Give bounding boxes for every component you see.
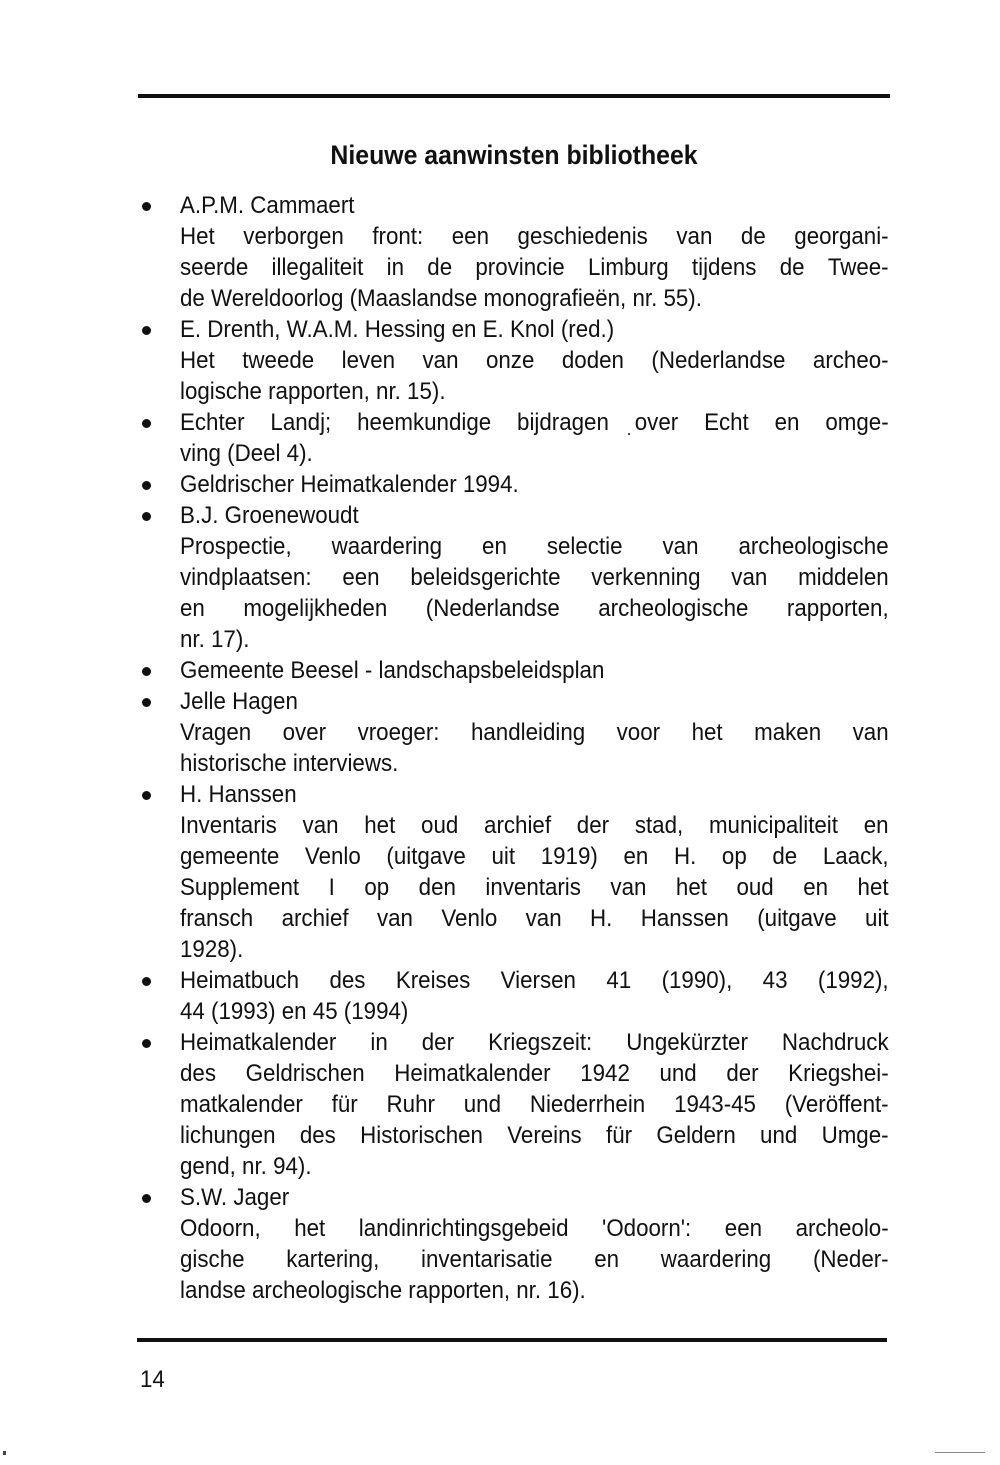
word: H. [673, 843, 697, 870]
entry-text-line: historische interviews. [180, 750, 399, 777]
bullet-icon [142, 791, 151, 800]
bullet-icon [142, 977, 151, 986]
word: Twee- [827, 254, 889, 281]
word: de [779, 254, 805, 281]
entry-text-line [180, 841, 889, 872]
word: lichungen [180, 1122, 276, 1149]
word: Echt [704, 409, 749, 436]
word: het [294, 1215, 326, 1242]
entry-text-line [180, 562, 889, 593]
word: verborgen [243, 223, 344, 250]
word: beleidsgerichte [410, 564, 561, 591]
entry-heading-line [180, 965, 889, 996]
word: der [421, 1029, 455, 1056]
bullet-icon [142, 419, 151, 428]
entry-heading-line: E. Drenth, W.A.M. Hessing en E. Knol (red.) [180, 316, 615, 343]
bullet-icon [142, 1194, 151, 1203]
word: op [721, 843, 747, 870]
word: een [342, 564, 380, 591]
word: provincie [475, 254, 565, 281]
entry-text-line [180, 1089, 889, 1120]
word: 43 [762, 967, 788, 994]
bullet-icon [142, 512, 151, 521]
word: een [451, 223, 489, 250]
word: in [386, 254, 404, 281]
word: 1919) [540, 843, 598, 870]
word: Laack, [822, 843, 889, 870]
entry-text-line [180, 345, 889, 376]
entry-text-line: logische rapporten, nr. 15). [180, 378, 446, 405]
word: maken [754, 719, 822, 746]
entry-heading-line: Jelle Hagen [180, 688, 298, 715]
word: archeo- [812, 347, 889, 374]
word: Landj; [270, 409, 332, 436]
entry-text-line [180, 531, 889, 562]
word: van [610, 874, 647, 901]
entry-text-line: de Wereldoorlog (Maaslandse monografieën, nr. 55). [180, 285, 702, 312]
word: municipaliteit [708, 812, 838, 839]
word: (Neder- [812, 1246, 889, 1273]
word: en [180, 595, 205, 622]
word: bijdragen [517, 409, 609, 436]
word: Echter [180, 409, 245, 436]
word: matkalender [180, 1091, 303, 1118]
list-item [138, 779, 888, 965]
word: en [863, 812, 889, 839]
word: van [302, 812, 339, 839]
entry-text-line [180, 593, 889, 624]
word: seerde [180, 254, 249, 281]
word: het [364, 812, 396, 839]
word: Het [180, 347, 215, 374]
word: für [605, 1122, 633, 1149]
word: verkenning [591, 564, 701, 591]
entry-heading-line: Geldrischer Heimatkalender 1994. [180, 471, 519, 498]
word: und [760, 1122, 798, 1149]
entry-heading-line: B.J. Groenewoudt [180, 502, 359, 529]
word: van [662, 533, 699, 560]
entry-text-line [180, 810, 889, 841]
word: Odoorn, [180, 1215, 261, 1242]
top-rule [138, 94, 890, 98]
word: tijdens [691, 254, 757, 281]
word: Venlo [441, 905, 498, 932]
word: (Veröffent- [784, 1091, 889, 1118]
list-item [138, 500, 888, 655]
entry-text-line [180, 252, 889, 283]
list-item [138, 655, 888, 686]
word: op [364, 874, 390, 901]
word: und [463, 1091, 502, 1118]
word: waardering [660, 1246, 772, 1273]
scan-speck [628, 433, 630, 435]
list-item [138, 965, 888, 1027]
page-number: 14 [140, 1366, 165, 1393]
word: fransch [180, 905, 254, 932]
word: stad, [634, 812, 684, 839]
word: in [370, 1029, 388, 1056]
word: handleiding [470, 719, 586, 746]
word: (Nederlandse [425, 595, 560, 622]
bullet-icon [142, 326, 151, 335]
word: oud [736, 874, 774, 901]
entry-text-line [180, 1213, 889, 1244]
word: doden [561, 347, 624, 374]
word: over [634, 409, 679, 436]
word: middelen [798, 564, 889, 591]
entry-text-line [180, 903, 889, 934]
word: waardering [331, 533, 443, 560]
word: gische [180, 1246, 245, 1273]
word: en [774, 409, 800, 436]
entry-text-line [180, 1244, 889, 1275]
word: Geldern [656, 1122, 736, 1149]
word: des [180, 1060, 216, 1087]
word: georgani- [794, 223, 889, 250]
bullet-icon [142, 698, 151, 707]
word: archeolo- [795, 1215, 889, 1242]
word: des [299, 1122, 336, 1149]
entry-text-line [180, 1058, 889, 1089]
word: voor [616, 719, 661, 746]
word: rapporten, [786, 595, 889, 622]
bullet-icon [142, 202, 151, 211]
word: Niederrhein [529, 1091, 646, 1118]
scan-speck [3, 1451, 6, 1455]
word: Heimatkalender [180, 1029, 337, 1056]
word: Viersen [500, 967, 576, 994]
word: des [329, 967, 366, 994]
word: kartering, [286, 1246, 380, 1273]
word: Historischen [360, 1122, 483, 1149]
word: illegaliteit [271, 254, 364, 281]
word: Geldrischen [245, 1060, 365, 1087]
entry-heading-line: A.P.M. Cammaert [180, 192, 355, 219]
word: Limburg [587, 254, 669, 281]
word: mogelijkheden [243, 595, 388, 622]
acquisitions-list [138, 190, 888, 1306]
page-title: Nieuwe aanwinsten bibliotheek [330, 140, 698, 171]
word: omge- [825, 409, 889, 436]
bullet-icon [142, 1039, 151, 1048]
word: Umge- [821, 1122, 889, 1149]
word: de [740, 223, 766, 250]
entry-text-line: 44 (1993) en 45 (1994) [180, 998, 409, 1025]
word: Prospectie, [180, 533, 292, 560]
word: front: [372, 223, 424, 250]
word: de [427, 254, 453, 281]
word: van [731, 564, 768, 591]
word: 41 [606, 967, 632, 994]
word: archeologische [738, 533, 889, 560]
list-item [138, 407, 888, 469]
word: Heimatbuch [180, 967, 300, 994]
word: een [724, 1215, 763, 1242]
bullet-icon [142, 667, 151, 676]
word: Inventaris [180, 812, 277, 839]
word: Kriegshei- [788, 1060, 889, 1087]
word: uit [491, 843, 516, 870]
entry-heading-line: S.W. Jager [180, 1184, 290, 1211]
word: gemeente [180, 843, 280, 870]
word: H. [590, 905, 613, 932]
word: het [857, 874, 889, 901]
word: Supplement [180, 874, 300, 901]
word: heemkundige [357, 409, 492, 436]
word: uit [865, 905, 889, 932]
word: archief [484, 812, 552, 839]
word: (Nederlandse [651, 347, 786, 374]
entry-text-line: 1928). [180, 936, 244, 963]
entry-text-line [180, 872, 889, 903]
word: archeologische [598, 595, 749, 622]
word: (uitgave [386, 843, 466, 870]
entry-heading-line [180, 407, 889, 438]
word: onze [485, 347, 535, 374]
entry-text-line [180, 221, 889, 252]
word: Ungekürzter [626, 1029, 748, 1056]
word: Venlo [304, 843, 361, 870]
bullet-icon [142, 481, 151, 490]
word: der [576, 812, 610, 839]
word: I [328, 874, 335, 901]
word: 1942 [580, 1060, 630, 1087]
word: en [803, 874, 829, 901]
word: Hanssen [640, 905, 729, 932]
word: Het [180, 223, 215, 250]
bottom-rule [137, 1338, 887, 1342]
word: en [594, 1246, 620, 1273]
entry-heading-line: Gemeente Beesel - landschapsbeleidsplan [180, 657, 605, 684]
word: Kriegszeit: [488, 1029, 593, 1056]
word: 'Odoorn': [602, 1215, 692, 1242]
word: den [418, 874, 456, 901]
word: Kreises [395, 967, 471, 994]
list-item [138, 469, 888, 500]
word: van [422, 347, 459, 374]
list-item [138, 1027, 888, 1182]
word: (1990), [661, 967, 733, 994]
word: vroeger: [357, 719, 440, 746]
word: inventaris [485, 874, 581, 901]
word: van [376, 905, 413, 932]
word: van [525, 905, 562, 932]
word: (uitgave [757, 905, 837, 932]
entry-text-line: ving (Deel 4). [180, 440, 313, 467]
word: en [623, 843, 649, 870]
word: leven [341, 347, 396, 374]
list-item [138, 686, 888, 779]
word: (1992), [817, 967, 889, 994]
word: Ruhr [386, 1091, 435, 1118]
scan-speck [935, 1452, 985, 1453]
word: landinrichtingsgebeid [358, 1215, 569, 1242]
word: selectie [546, 533, 623, 560]
word: de [772, 843, 798, 870]
list-item [138, 1182, 888, 1306]
word: het [691, 719, 723, 746]
word: over [282, 719, 327, 746]
word: inventarisatie [421, 1246, 553, 1273]
entry-heading-line: H. Hanssen [180, 781, 297, 808]
entry-text-line [180, 1120, 889, 1151]
word: vindplaatsen: [180, 564, 312, 591]
word: für [331, 1091, 358, 1118]
word: Vragen [180, 719, 252, 746]
entry-heading-line [180, 1027, 889, 1058]
word: oud [421, 812, 459, 839]
list-item [138, 314, 888, 407]
word: geschiedenis [517, 223, 648, 250]
word: van [676, 223, 713, 250]
word: Heimatkalender [394, 1060, 551, 1087]
word: und [659, 1060, 697, 1087]
entry-text-line: gend, nr. 94). [180, 1153, 312, 1180]
word: het [675, 874, 707, 901]
word: van [852, 719, 889, 746]
entry-text-line: landse archeologische rapporten, nr. 16). [180, 1277, 586, 1304]
word: tweede [242, 347, 315, 374]
word: der [726, 1060, 759, 1087]
word: Nachdruck [781, 1029, 889, 1056]
entry-text-line: nr. 17). [180, 626, 250, 653]
entry-text-line [180, 717, 889, 748]
word: archief [281, 905, 349, 932]
list-item [138, 190, 888, 314]
word: en [482, 533, 507, 560]
word: Vereins [507, 1122, 582, 1149]
word: 1943-45 [674, 1091, 756, 1118]
